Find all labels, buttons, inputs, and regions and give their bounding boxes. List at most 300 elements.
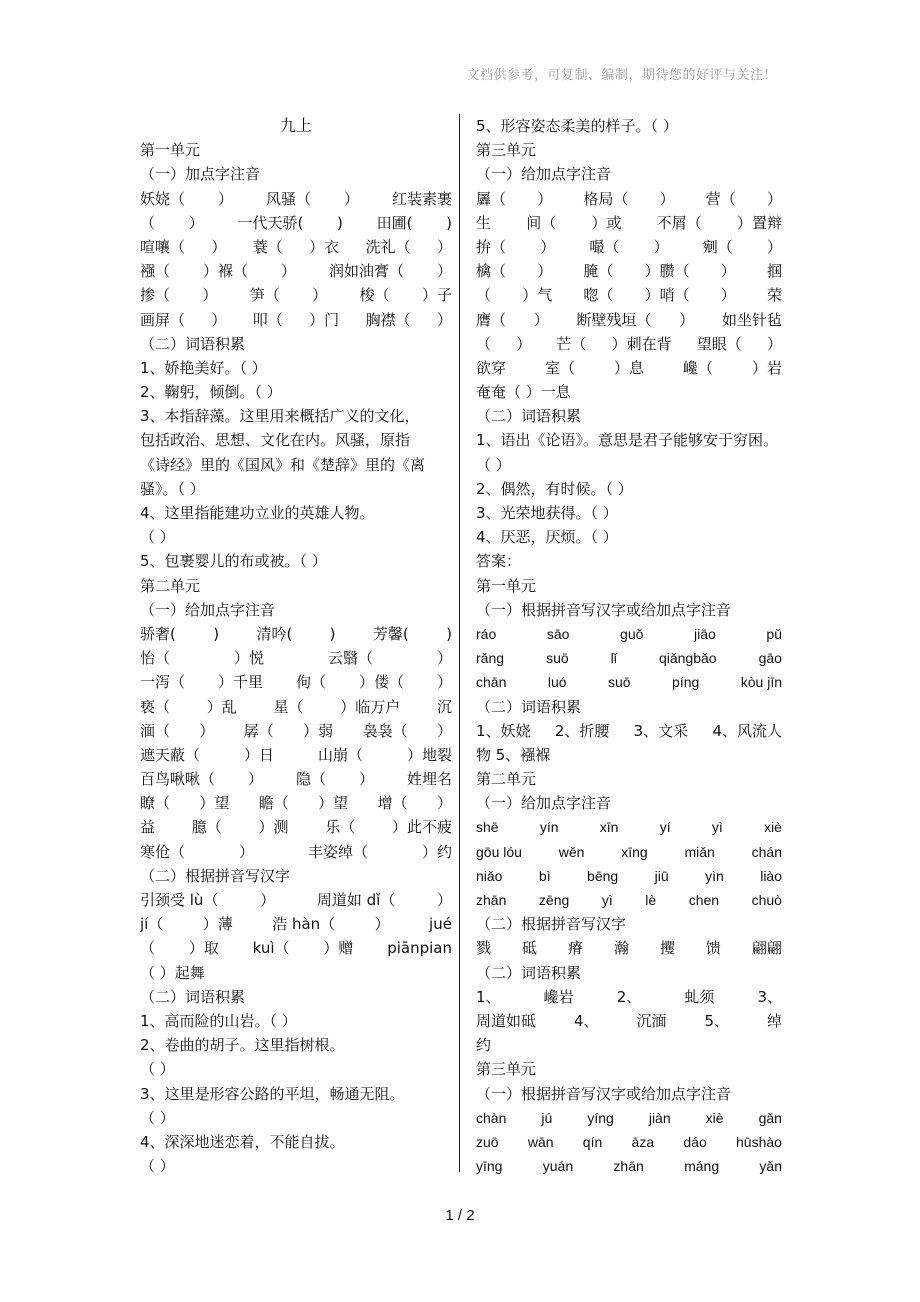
line-segment: ）哨（: [644, 286, 690, 305]
line-segment: ）: [436, 237, 452, 256]
line-segment: ）: [202, 286, 218, 305]
pinyin-item: yīng: [476, 1158, 503, 1175]
line-segment: 襁（: [140, 262, 171, 281]
line-segment: 星（: [273, 697, 304, 716]
pinyin-item: lǐ: [610, 650, 617, 667]
text-line: （ ）: [140, 528, 175, 547]
line-segment: 间（: [526, 213, 557, 232]
pinyin-item: qiǎngbǎo: [658, 650, 717, 667]
line-segment: 一泻（: [140, 673, 186, 692]
line-segment: 孱（: [243, 721, 274, 740]
pinyin-item: yìn: [705, 867, 724, 884]
line-segment: ）: [766, 189, 782, 208]
line-segment: ）: [533, 310, 549, 329]
text-line: （二）词语积累: [476, 697, 582, 716]
exercise-line: [476, 187, 782, 211]
exercise-line: [476, 332, 782, 356]
line-segment: 百鸟啾啾（: [140, 770, 216, 789]
watermark-text: 文档供参考，可复制、编制，期待您的好评与关注！: [466, 68, 777, 83]
line-segment: 隐（: [295, 770, 326, 789]
pinyin-item: xīn: [599, 819, 619, 836]
text-line: 第三单元: [476, 1060, 537, 1079]
pinyin-item: wěn: [558, 843, 585, 860]
text-line: 《诗经》里的《国风》和《楚辞》里的《离: [140, 455, 426, 474]
line-segment: 断壁残垣（: [576, 310, 652, 329]
pinyin-item: suō: [607, 674, 631, 691]
line-segment: ）望: [318, 794, 349, 813]
exercise-line: [476, 308, 782, 332]
text-line: （一）给加点字注音: [476, 165, 612, 184]
exercise-line: [476, 211, 782, 235]
line-segment: 1、妖娆: [476, 721, 531, 740]
line-segment: ）岩: [751, 358, 782, 377]
line-segment: ）: [280, 262, 296, 281]
line-segment: ）: [188, 213, 204, 232]
line-segment: jí（: [140, 915, 164, 934]
line-segment: 望眼（: [696, 334, 742, 353]
pinyin-item: xiè: [764, 819, 782, 836]
line-segment: 5、: [704, 1011, 729, 1030]
text-line: 2、偶然，有时候。（ ）: [476, 479, 633, 498]
line-segment: 胸襟（: [365, 310, 411, 329]
pinyin-answer-line: [476, 1154, 782, 1178]
line-segment: 1、: [476, 987, 501, 1006]
text-line: 第一单元: [476, 576, 537, 595]
right-column: [476, 114, 782, 1178]
line-segment: 周道如 dǐ（: [316, 891, 396, 909]
text-line: 第一单元: [140, 141, 201, 160]
line-segment: ）置辩: [736, 213, 782, 232]
line-segment: 浩 hàn（: [272, 915, 336, 934]
text-line: 1、高而险的山岩。（ ）: [140, 1011, 297, 1030]
line-segment: ）偻（: [358, 673, 404, 692]
line-segment: ): [337, 213, 343, 232]
line-segment: ）: [679, 310, 695, 329]
line-segment: 喧嚷（: [140, 237, 186, 256]
pinyin-item: rǎng: [476, 650, 505, 667]
line-segment: piānpian: [387, 939, 452, 958]
text-line: 3、这里是形容公路的平坦，畅通无阻。: [140, 1084, 405, 1103]
pinyin-item: chàn: [476, 1109, 507, 1126]
pinyin-item: hūshào: [736, 1133, 782, 1150]
line-segment: ）: [211, 237, 227, 256]
line-segment: ）弱: [303, 721, 334, 740]
exercise-line: [140, 912, 452, 936]
text-line: （二）词语积累: [140, 334, 246, 353]
pinyin-item: jú: [541, 1109, 553, 1126]
line-segment: ）子: [421, 286, 452, 305]
text-line: 2、鞠躬，倾倒。（ ）: [140, 383, 282, 402]
line-segment: 沉湎: [636, 1011, 667, 1030]
pinyin-answer-line: [476, 1130, 782, 1154]
line-segment: jué: [429, 915, 452, 934]
line-segment: ）: [766, 334, 782, 353]
line-segment: 剜（: [702, 237, 733, 256]
line-segment: 嘬（: [589, 237, 620, 256]
line-segment: 瞻（: [258, 794, 289, 813]
pinyin-item: ráo: [476, 625, 497, 642]
line-segment: 骄奢(: [140, 624, 176, 643]
exercise-line: [140, 187, 452, 211]
line-segment: 3、文采: [633, 721, 689, 740]
line-segment: 湎（: [140, 721, 171, 740]
text-line: 3、本指辞藻。这里用来概括广义的文化，: [140, 407, 420, 426]
line-segment: 瞭（: [140, 794, 171, 813]
line-segment: ）: [436, 262, 452, 281]
exercise-line: [476, 356, 782, 380]
exercise-line: [140, 791, 452, 815]
pinyin-item: xiè: [705, 1109, 724, 1126]
line-segment: 2、折腰: [554, 721, 610, 740]
line-segment: 营（: [705, 189, 736, 208]
line-segment: （: [476, 334, 492, 353]
pinyin-item: yíng: [587, 1109, 614, 1126]
line-segment: 周道如砥: [476, 1011, 537, 1030]
line-segment: （: [140, 213, 156, 232]
line-segment: 欲穿: [476, 358, 507, 377]
text-line: （一）给加点字注音: [476, 794, 612, 813]
line-segment: 格局（: [583, 189, 629, 208]
line-segment: 佝（: [295, 673, 326, 692]
line-segment: （: [476, 286, 492, 305]
text-line: 2、卷曲的胡子。这里指树根。: [140, 1036, 345, 1055]
line-segment: ）: [217, 189, 233, 208]
line-segment: 清吟(: [256, 624, 293, 643]
line-segment: ）日: [243, 745, 274, 764]
pinyin-item: jiāo: [694, 625, 716, 642]
text-line: 骚》。（ ）: [140, 479, 205, 498]
pinyin-item: dáo: [683, 1133, 707, 1150]
text-line: （二）根据拼音写汉字: [140, 866, 291, 885]
text-line: 第二单元: [140, 576, 201, 595]
exercise-line: [140, 646, 452, 670]
line-segment: 虬须: [684, 987, 715, 1006]
line-segment: ）: [436, 673, 452, 692]
pinyin-item: wān: [527, 1133, 554, 1150]
line-segment: 绰: [766, 1011, 782, 1030]
text-line: 1、语出《论语》。意思是君子能够安于穷困。: [476, 431, 779, 450]
line-segment: 2、: [616, 987, 642, 1006]
exercise-line: [140, 936, 452, 960]
text-line: 约: [476, 1036, 492, 1055]
line-segment: ）门: [309, 310, 340, 329]
line-segment: 3、: [757, 987, 782, 1006]
line-segment: ）: [653, 237, 669, 256]
line-segment: ）: [436, 891, 452, 909]
pinyin-item: chuò: [751, 892, 782, 908]
line-segment: ）或: [591, 213, 622, 232]
pinyin-item: jiū: [654, 867, 669, 884]
text-line: （一）给加点字注音: [140, 600, 276, 619]
text-line: 3、光荣地获得。（ ）: [476, 504, 618, 522]
line-segment: 亵（: [140, 697, 171, 716]
line-segment: 瀚: [613, 939, 629, 958]
pinyin-item: āza: [631, 1133, 655, 1150]
line-segment: 檎（: [476, 262, 507, 281]
line-segment: ）望: [199, 794, 230, 813]
text-line: 4、深深地迷恋着，不能自拔。: [140, 1132, 345, 1151]
pinyin-answer-line: [476, 646, 782, 670]
pinyin-item: píng: [672, 674, 700, 691]
document-title: 九上: [279, 116, 312, 135]
pinyin-answer-line: [476, 622, 782, 646]
line-segment: ）地裂: [406, 745, 452, 764]
line-segment: 沉: [436, 697, 452, 716]
pinyin-item: bēng: [587, 867, 619, 884]
exercise-line: [140, 840, 452, 864]
line-segment: 生: [476, 213, 492, 232]
text-line: （二）根据拼音写汉字: [476, 915, 627, 934]
pinyin-answer-line: [476, 840, 782, 864]
line-segment: ）臜（: [644, 262, 690, 281]
line-segment: 4、: [573, 1011, 599, 1030]
pinyin-item: yí: [659, 819, 671, 836]
line-segment: 室（: [544, 358, 575, 377]
text-line: 5、包裹婴儿的布或被。（ ）: [140, 552, 327, 571]
line-segment: 砥: [521, 939, 537, 958]
line-segment: 妖娆（: [140, 189, 186, 208]
pinyin-item: yuán: [542, 1158, 574, 1175]
line-segment: 田圃(: [376, 213, 413, 232]
line-segment: 怡（: [140, 649, 171, 668]
line-segment: ): [329, 624, 336, 643]
pinyin-item: bì: [538, 867, 551, 884]
line-segment: ）刺在背: [611, 334, 672, 353]
line-segment: 腌（: [583, 262, 614, 281]
pinyin-item: zuō: [476, 1133, 499, 1150]
line-segment: ）: [374, 915, 390, 934]
pinyin-item: niǎo: [476, 867, 503, 884]
line-segment: 一代天骄(: [237, 213, 304, 232]
line-segment: 引颈受 lù（: [140, 891, 219, 909]
line-segment: 蓑（: [252, 237, 283, 256]
pinyin-item: zēng: [538, 892, 570, 908]
line-segment: 4、风流人: [712, 721, 782, 740]
line-segment: ）临万户: [340, 697, 401, 716]
text-line: 物 5、襁褓: [476, 745, 551, 764]
line-segment: ）此不疲: [391, 818, 452, 837]
line-segment: 姓埋名: [406, 770, 452, 789]
pinyin-answer-line: [476, 1106, 782, 1130]
line-segment: ）: [659, 189, 675, 208]
line-segment: ）薄: [202, 915, 233, 934]
line-segment: 如坐针毡: [721, 310, 782, 329]
line-segment: 掺（: [140, 286, 171, 305]
text-line: （ ）: [476, 455, 511, 474]
line-segment: ）: [358, 770, 374, 789]
text-line: 4、这里指能建功立业的英雄人物。: [140, 504, 375, 522]
line-segment: 丰姿绰（: [307, 842, 368, 861]
line-segment: ）: [247, 770, 263, 789]
line-segment: 洗礼（: [365, 237, 411, 256]
line-segment: 芳馨(: [372, 624, 409, 643]
exercise-line: [140, 235, 452, 259]
pinyin-item: liào: [760, 867, 782, 884]
line-segment: ）: [260, 891, 276, 909]
text-line: （二）词语积累: [140, 987, 246, 1006]
line-segment: ）: [516, 334, 532, 353]
line-segment: ）悦: [233, 649, 264, 668]
line-segment: ): [446, 624, 452, 643]
exercise-line: [476, 283, 782, 307]
line-segment: 益: [140, 818, 156, 837]
text-line: （一）加点字注音: [140, 165, 261, 184]
exercise-line: [140, 259, 452, 283]
line-segment: ）: [199, 721, 215, 740]
left-column: [140, 114, 452, 1178]
text-line: （ ）: [140, 1060, 175, 1079]
pinyin-item: zhān: [613, 1158, 644, 1175]
line-segment: 风骚（: [265, 189, 311, 208]
pinyin-item: sāo: [546, 625, 570, 642]
line-segment: ）息: [613, 358, 644, 377]
text-line: 1、娇艳美好。（ ）: [140, 358, 267, 377]
line-segment: 攫: [659, 939, 675, 958]
pinyin-item: lè: [645, 892, 657, 908]
text-line: （ ）: [140, 1157, 175, 1176]
pinyin-answer-line: [476, 815, 782, 839]
line-segment: 梭（: [359, 286, 390, 305]
text-line: 第三单元: [476, 141, 537, 160]
line-segment: 山崩（: [317, 745, 363, 764]
pinyin-answer-line: [476, 670, 782, 694]
line-segment: ）: [436, 310, 452, 329]
line-segment: 袅袅（: [362, 721, 408, 740]
page-number: 1 / 2: [445, 1207, 475, 1224]
line-segment: ）乱: [206, 697, 237, 716]
line-segment: ）: [436, 721, 452, 740]
line-segment: 羼（: [476, 189, 507, 208]
line-segment: ）褓（: [202, 262, 248, 281]
line-segment: ）: [537, 189, 553, 208]
pinyin-item: gōu lóu: [476, 843, 522, 860]
pinyin-item: yín: [539, 819, 559, 836]
line-segment: 画屏（: [140, 310, 186, 329]
exercise-line: [140, 622, 452, 646]
line-segment: kuì（: [252, 939, 290, 958]
line-segment: 笋（: [249, 286, 280, 305]
column-divider: [459, 114, 460, 1172]
pinyin-item: máng: [684, 1158, 720, 1175]
exercise-line: [476, 985, 782, 1009]
line-segment: 膺（: [476, 310, 507, 329]
pinyin-item: qín: [582, 1133, 603, 1150]
line-segment: 翩翩: [751, 939, 782, 958]
text-line: 5、形容姿态柔美的样子。（ ）: [476, 117, 678, 135]
line-segment: ）: [343, 189, 359, 208]
pinyin-answer-line: [476, 888, 782, 912]
pinyin-item: gāo: [758, 650, 782, 667]
text-line: （二）词语积累: [476, 963, 582, 982]
line-segment: 戮: [476, 939, 492, 958]
text-line: 4、厌恶，厌烦。（ ）: [476, 528, 618, 547]
line-segment: 叩（: [252, 310, 283, 329]
pinyin-item: yì: [711, 819, 723, 836]
line-segment: ）测: [258, 818, 289, 837]
line-segment: 增（: [377, 794, 408, 813]
line-segment: 润如油膏（: [328, 262, 404, 281]
line-segment: ）: [537, 262, 553, 281]
line-segment: （: [140, 939, 156, 958]
pinyin-item: chen: [688, 892, 720, 908]
line-segment: 拚（: [476, 237, 507, 256]
text-line: （二）词语积累: [476, 407, 582, 426]
line-segment: ）衣: [309, 237, 340, 256]
line-segment: 红装素裹: [391, 189, 452, 208]
pinyin-answer-line: [476, 864, 782, 888]
line-segment: ): [446, 213, 452, 232]
line-segment: ）取: [188, 939, 219, 958]
pinyin-item: luó: [547, 674, 567, 691]
line-segment: ）: [312, 286, 328, 305]
line-segment: 唿（: [583, 286, 614, 305]
exercise-line: [140, 719, 452, 743]
line-segment: ）约: [421, 842, 452, 861]
pinyin-item: shē: [476, 819, 499, 836]
line-segment: ）气: [522, 286, 553, 305]
exercise-line: [476, 719, 782, 743]
exercise-line: [140, 308, 452, 332]
line-segment: ）: [720, 262, 736, 281]
line-segment: 巉岩: [543, 987, 574, 1006]
line-segment: 瘠: [567, 939, 583, 958]
pinyin-item: chān: [476, 674, 507, 691]
line-segment: 遮天蔽（: [140, 745, 201, 764]
pinyin-item: xīng: [621, 843, 648, 860]
exercise-line: [140, 211, 452, 235]
pinyin-item: chán: [751, 843, 782, 860]
line-segment: ）赠: [323, 939, 354, 958]
text-line: （ ）: [140, 1108, 175, 1127]
line-segment: ）: [766, 237, 782, 256]
line-segment: 掴: [766, 262, 782, 281]
exercise-line: [140, 767, 452, 791]
pinyin-item: jiàn: [648, 1109, 671, 1126]
line-segment: 馈: [705, 939, 721, 958]
line-segment: ): [213, 624, 220, 643]
pinyin-item: guǒ: [620, 625, 644, 642]
pinyin-item: pǔ: [766, 625, 782, 642]
exercise-line: [476, 1009, 782, 1033]
exercise-line: [476, 259, 782, 283]
line-segment: 巉（: [682, 358, 713, 377]
text-line: 奄奄（ ）一息: [476, 383, 571, 402]
line-segment: ）: [436, 794, 452, 813]
exercise-line: [140, 815, 452, 839]
text-line: 第二单元: [476, 770, 537, 789]
exercise-line: [140, 695, 452, 719]
pinyin-item: miǎn: [684, 843, 715, 860]
pinyin-item: gǎn: [758, 1109, 782, 1126]
line-segment: ）: [211, 310, 227, 329]
pinyin-item: yǎn: [759, 1158, 782, 1175]
line-segment: 臆（: [191, 818, 222, 837]
pinyin-item: zhān: [476, 892, 507, 908]
exercise-line: [140, 743, 452, 767]
exercise-line: [476, 936, 782, 960]
line-segment: 不屑（: [656, 213, 702, 232]
line-segment: ）: [720, 286, 736, 305]
line-segment: 云翳（: [327, 649, 373, 668]
text-line: 答案：: [476, 552, 522, 571]
text-line: （ ）起舞: [140, 963, 205, 982]
text-line: （一）根据拼音写汉字或给加点字注音: [476, 600, 732, 619]
exercise-line: [140, 888, 452, 912]
line-segment: 荣: [766, 286, 782, 305]
pinyin-item: suō: [546, 650, 569, 667]
text-line: （一）根据拼音写汉字或给加点字注音: [476, 1084, 732, 1103]
exercise-line: [140, 670, 452, 694]
